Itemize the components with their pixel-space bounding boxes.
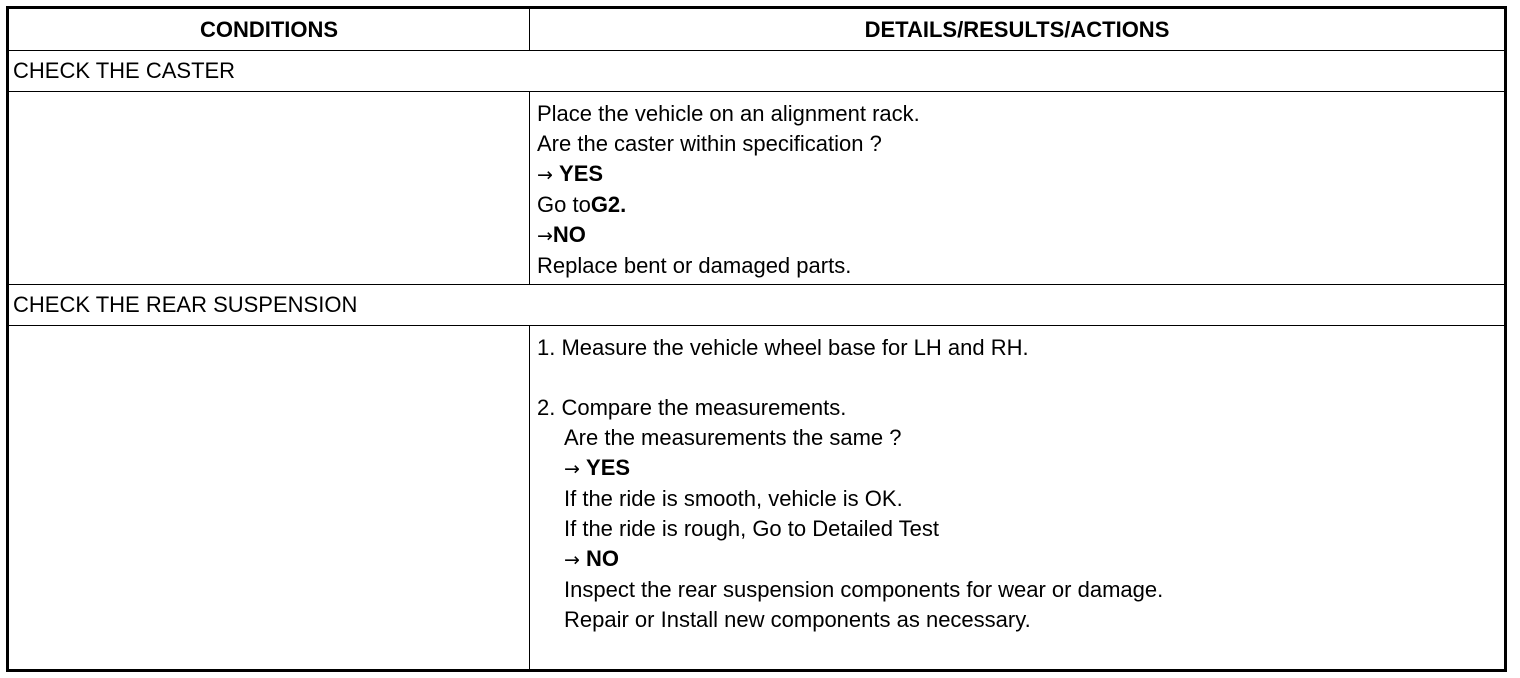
section-title-row: [8, 51, 1506, 92]
header-row: [8, 8, 1506, 51]
section-title-rear-suspension: CHECK THE REAR SUSPENSION: [8, 285, 1506, 326]
section-body-row: [8, 326, 1506, 671]
right-arrow-icon: →: [537, 225, 553, 247]
yes-label: YES: [586, 455, 631, 480]
details-header: DETAILS/RESULTS/ACTIONS: [530, 8, 1506, 51]
action-line: Replace bent or damaged parts.: [537, 253, 852, 278]
yes-line: [537, 453, 1504, 484]
no-label: NO: [552, 222, 586, 247]
question-line: Are the caster within specification ?: [537, 131, 882, 156]
yes-line: [537, 159, 1504, 190]
goto-text: Go to: [537, 192, 591, 217]
conditions-cell-empty: [8, 92, 530, 285]
no-label: NO: [586, 546, 620, 571]
details-cell-rear-suspension: [530, 326, 1506, 671]
right-arrow-icon: →: [564, 458, 580, 480]
details-cell-caster: [530, 92, 1506, 285]
question-line: Are the measurements the same ?: [564, 425, 902, 450]
conditions-cell-empty: [8, 326, 530, 671]
right-arrow-icon: →: [564, 549, 580, 571]
instruction-line: Place the vehicle on an alignment rack.: [537, 101, 920, 126]
section-title-row: [8, 285, 1506, 326]
right-arrow-icon: →: [537, 164, 553, 186]
diagnostic-table: [6, 6, 1507, 672]
section-title-caster: CHECK THE CASTER: [8, 51, 1506, 92]
goto-line: [537, 190, 1504, 220]
action-line: Repair or Install new components as necessary.: [564, 607, 1031, 632]
action-line: Inspect the rear suspension components for wear or damage.: [564, 577, 1164, 602]
goto-ref: G2.: [590, 192, 627, 217]
result-line: If the ride is smooth, vehicle is OK.: [564, 486, 903, 511]
step-line: 1. Measure the vehicle wheel base for LH and RH.: [537, 335, 1029, 360]
step-line: 2. Compare the measurements.: [537, 395, 847, 420]
section-body-row: [8, 92, 1506, 285]
no-line: [537, 220, 1504, 251]
yes-label: YES: [559, 161, 604, 186]
no-line: [537, 544, 1504, 575]
conditions-header: CONDITIONS: [8, 8, 530, 51]
result-line: If the ride is rough, Go to Detailed Test: [564, 516, 940, 541]
